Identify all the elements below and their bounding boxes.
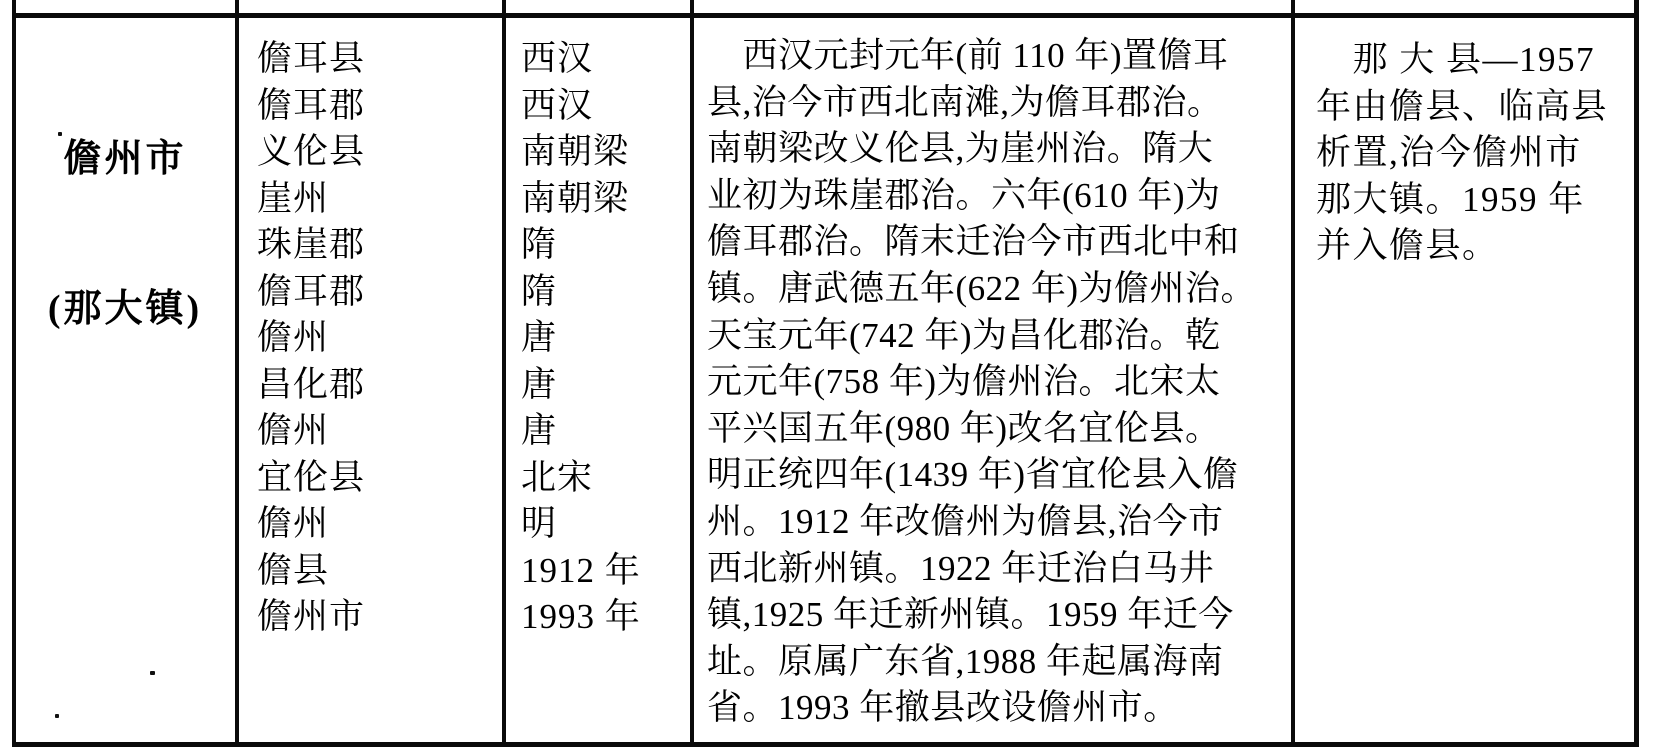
- evolution-line: 业初为珠崖郡治。六年(610 年)为: [707, 175, 1221, 215]
- cell-note-text: [1316, 37, 1624, 270]
- period: 唐: [521, 318, 558, 357]
- period: 1993 年: [521, 597, 641, 636]
- period: 唐: [521, 364, 558, 404]
- historical-name: 儋县: [257, 550, 330, 590]
- period: 南朝梁: [521, 132, 630, 171]
- evolution-line: 明正统四年(1439 年)省宜伦县入儋: [707, 455, 1239, 495]
- period: 隋: [521, 225, 558, 264]
- historical-name: 珠崖郡: [257, 225, 366, 264]
- historical-name: 义伦县: [257, 132, 366, 171]
- historical-name: 儋州: [257, 504, 330, 543]
- note-line: 那大镇。1959 年: [1316, 179, 1585, 219]
- historical-name: 昌化郡: [257, 364, 366, 404]
- evolution-line: 西北新州镇。1922 年迁治白马井: [707, 548, 1215, 588]
- historical-name: 儋州市: [257, 597, 366, 636]
- evolution-line: 镇。唐武德五年(622 年)为儋州治。: [707, 268, 1257, 308]
- period: 西汉: [521, 39, 594, 78]
- period: 1912 年: [521, 550, 641, 590]
- evolution-line: 平兴国五年(980 年)改名宜伦县。: [707, 408, 1221, 448]
- period: 明: [521, 504, 558, 543]
- note-line: 析置,治今儋州市: [1316, 133, 1582, 172]
- note-line: 并入儋县。: [1316, 226, 1499, 265]
- period: 北宋: [521, 457, 594, 497]
- note-line: 年由儋县、临高县: [1316, 86, 1609, 126]
- table-border-right: [1634, 0, 1639, 746]
- table-border-col2-col3: [502, 0, 506, 746]
- scan-speck: [55, 714, 59, 718]
- historical-name: 儋耳县: [257, 39, 366, 78]
- current-name-note: (那大镇): [47, 288, 203, 330]
- scan-speck: [150, 671, 155, 675]
- table-border-col3-col4: [690, 0, 694, 746]
- cell-historical-names: [257, 36, 365, 641]
- period: 西汉: [521, 85, 594, 125]
- evolution-line: 天宝元年(742 年)为昌化郡治。乾: [707, 315, 1221, 355]
- evolution-line: 儋耳郡治。隋末迁治今市西北中和: [707, 222, 1240, 262]
- period: 隋: [521, 271, 558, 311]
- scan-speck: [58, 132, 62, 136]
- historical-name: 宜伦县: [257, 457, 366, 497]
- cell-evolution-text: [707, 33, 1291, 732]
- evolution-line: 州。1912 年改儋州为儋县,治今市: [707, 501, 1224, 541]
- note-line: 那 大 县—1957: [1316, 40, 1596, 79]
- current-name: 儋州市: [63, 138, 187, 180]
- evolution-line: 省。1993 年撤县改设儋州市。: [707, 688, 1179, 728]
- cell-current-name: [14, 34, 236, 434]
- evolution-line: 镇,1925 年迁新州镇。1959 年迁今: [707, 595, 1234, 635]
- table-border-row-bottom: [12, 742, 1639, 747]
- historical-name: 儋州: [257, 318, 330, 357]
- evolution-line: 南朝梁改义伦县,为崖州治。隋大: [707, 129, 1214, 169]
- historical-name: 儋耳郡: [257, 271, 366, 311]
- period: 唐: [521, 411, 558, 450]
- evolution-line: 西汉元封元年(前 110 年)置儋耳: [707, 36, 1229, 75]
- historical-name: 儋州: [257, 411, 330, 450]
- period: 南朝梁: [521, 178, 630, 218]
- cell-periods: [521, 36, 641, 641]
- table-border-col4-col5: [1291, 0, 1295, 746]
- historical-name: 崖州: [257, 178, 330, 218]
- historical-name: 儋耳郡: [257, 85, 366, 125]
- evolution-line: 址。原属广东省,1988 年起属海南: [707, 641, 1224, 681]
- table-border-row-top: [12, 13, 1639, 18]
- evolution-line: 元元年(758 年)为儋州治。北宋太: [707, 362, 1221, 402]
- evolution-line: 县,治今市西北南滩,为儋耳郡治。: [707, 82, 1223, 122]
